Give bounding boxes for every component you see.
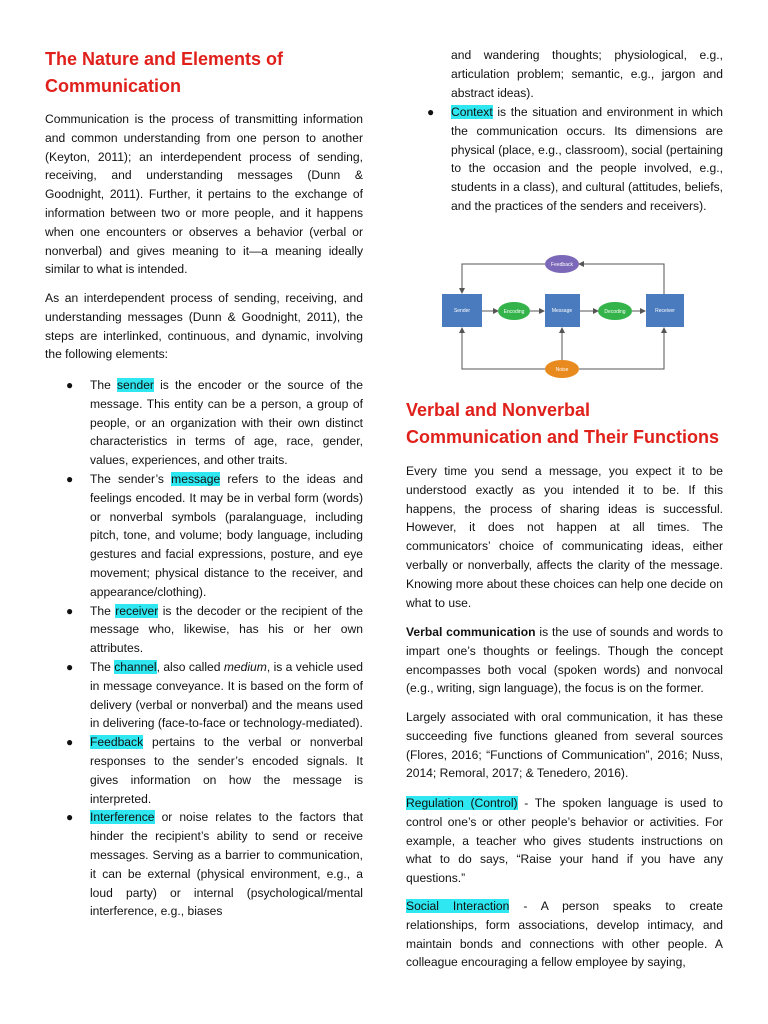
list-item-sender: ● The sender is the encoder or the source of the message. This entity can be a person, a group of people, or an organization with their own distinct characteristics in terms of age, race, gender, values, experiences, and other traits. bbox=[66, 378, 363, 468]
feedback-to-sender-line bbox=[462, 264, 546, 293]
title-line-2: Communication bbox=[45, 76, 182, 96]
decoding-label: Decoding bbox=[604, 309, 626, 315]
encoding-label: Encoding bbox=[503, 309, 525, 315]
bullet-icon: ● bbox=[66, 810, 74, 825]
term-verbal-communication: Verbal communication bbox=[406, 625, 536, 639]
list-item-message: ● The sender’s message refers to the ideas and feelings encoded. It may be in verbal form (words) or nonverbal symbols (paralanguage, including pitch, tone, and volume; body language, including gestures and facial expressions, posture, and eye movement; physical distance to the receiver, and appearance/clothing). bbox=[66, 471, 363, 599]
term-context: Context bbox=[451, 105, 493, 119]
term-regulation: Regulation (Control) bbox=[406, 796, 518, 810]
paragraph-intro-verbal: Every time you send a message, you expect it to be understood exactly as you intended it to be. If this happens, the process of sharing ideas is successful. However, it does not happen at all times. The communicators’ choice of communicating ideas, either verbally or nonverbally, affects the clarity of the message. Knowing more about these choices can help one decide on what to use. bbox=[406, 464, 723, 610]
elements-list bbox=[45, 376, 363, 921]
intro-paragraph: Communication is the process of transmitting information and common understanding from one person to another (Keyton, 2011); an interdependent process of sending, receiving, and understanding messages (Dunn & Goodnight, 2011). Further, it pertains to the exchange of information between two or more people, and it happens when one encounters or observes a behavior (verbal or nonverbal) and gives meaning to it—a meaning ideally similar to what is intended. bbox=[45, 112, 363, 277]
receiver-label: Receiver bbox=[655, 308, 675, 314]
term-sender: sender bbox=[116, 378, 154, 392]
term-receiver: receiver bbox=[115, 603, 159, 618]
bullet-icon: ● bbox=[66, 471, 74, 486]
list-item-channel: ● The channel, also called medium, is a vehicle used in message conveyance. It is based on the form of delivery (verbal or nonverbal) and the means used in delivering (face-to-face or technology-mediated). bbox=[66, 659, 364, 731]
list-item-receiver: ● The receiver is the decoder or the recipient of the message who, likewise, has his or her own attributes. bbox=[66, 603, 364, 656]
term-feedback: Feedback bbox=[90, 735, 144, 750]
term-message: message bbox=[171, 471, 221, 486]
elements-intro-paragraph: As an interdependent process of sending, receiving, and understanding messages (Dunn & Goodnight, 2011), the steps are interlinked, continuous, and dynamic, involving the following elements: bbox=[45, 291, 363, 362]
paragraph-regulation: Regulation (Control) - The spoken language is used to control one’s or other people’s behavior or activities. For example, a teacher who gives students instructions on what to do says, “Raise your hand if you have any questions.” bbox=[406, 796, 723, 886]
title-line-2: Communication and Their Functions bbox=[406, 427, 720, 447]
noise-label: Noise bbox=[555, 367, 569, 373]
title-line-1: Verbal and Nonverbal bbox=[406, 400, 591, 420]
list-item-interference: ● Interference or noise relates to the factors that hinder the recipient’s ability to send or receive messages. Serving as a barrier to communication, it can be external (physical environment, e.g., a loud party) or internal (psychological/mental interference, e.g., biases bbox=[66, 810, 363, 919]
noise-to-receiver-line bbox=[579, 328, 664, 369]
list-item-feedback: ● Feedback pertains to the verbal or nonverbal responses to the sender’s encoded signals. It gives information on how the message is interpreted. bbox=[66, 735, 363, 806]
section-title-verbal bbox=[406, 397, 726, 451]
term-interference: Interference bbox=[90, 810, 155, 825]
term-channel: channel bbox=[114, 659, 157, 674]
bullet-icon: ● bbox=[427, 105, 435, 119]
bullet-icon: ● bbox=[66, 735, 74, 750]
bullet-icon: ● bbox=[66, 603, 74, 618]
feedback-loop-line bbox=[579, 264, 664, 294]
paragraph-social-interaction: Social Interaction - A person speaks to create relationships, form associations, develop intimacy, and maintain bonds and connections with other people. A colleague encouraging a fellow employee by saying, bbox=[406, 899, 723, 970]
list-item-context: ● Context is the situation and environment in which the communication occurs. Its dimensions are physical (place, e.g., classroom), social (pertaining to the occasion and the people involved, e.g., students in a class), and cultural (attitudes, beliefs, and the practices of the senders and receivers). bbox=[427, 105, 723, 213]
paragraph-verbal-definition: Verbal communication is the use of sounds and words to impart one’s thoughts or feelings. Though the concept encompasses both vocal (spoken words) and nonvocal (e.g., writing, sign language), the focus is on the former. bbox=[406, 625, 723, 696]
bullet-icon: ● bbox=[66, 378, 74, 392]
noise-to-sender-line bbox=[462, 328, 546, 369]
interference-continuation: and wandering thoughts; physiological, e.g., articulation problem; semantic, e.g., jargon and abstract ideas). bbox=[451, 48, 723, 100]
context-list bbox=[406, 103, 723, 216]
paragraph-functions: Largely associated with oral communication, it has these succeeding five functions gleaned from several sources (Flores, 2016; “Functions of Communication”, 2016; Nuss, 2014; Remoral, 2017; & Tenedero, 2016). bbox=[406, 710, 723, 781]
message-label: Message bbox=[551, 308, 573, 314]
communication-process-diagram bbox=[440, 253, 702, 381]
term-social-interaction: Social Interaction bbox=[406, 899, 510, 913]
bullet-icon: ● bbox=[66, 659, 74, 674]
sender-label: Sender bbox=[453, 308, 471, 314]
section-title-nature bbox=[45, 46, 365, 100]
title-line-1: The Nature and Elements of bbox=[45, 49, 284, 69]
feedback-label: Feedback bbox=[551, 262, 573, 268]
